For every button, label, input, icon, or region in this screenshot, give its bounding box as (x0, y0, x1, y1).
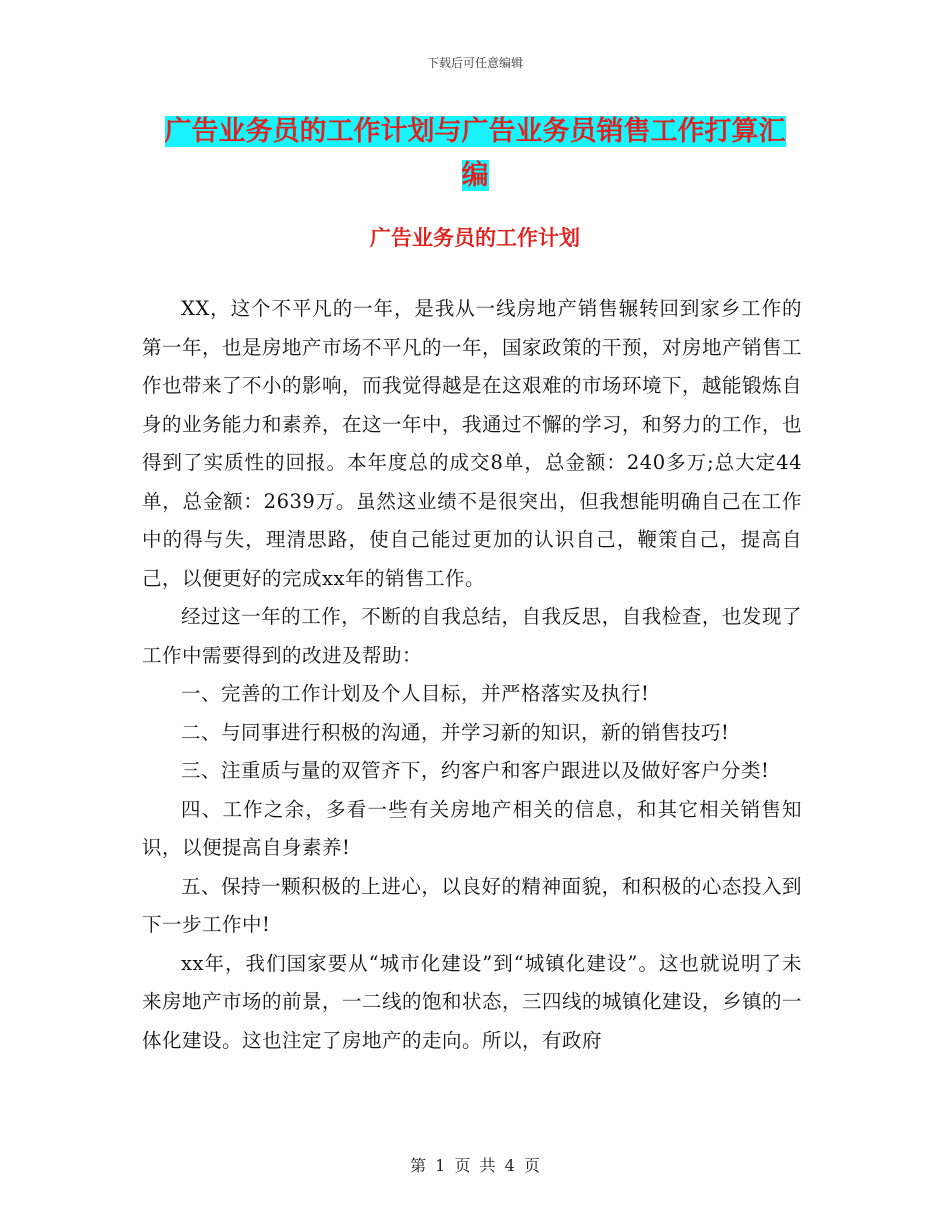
document-body (142, 290, 802, 1060)
paragraph: xx年，我们国家要从“城市化建设”到“城镇化建设”。这也就说明了未来房地产市场的前景，一二线的饱和状态，三四线的城镇化建设，乡镇的一体化建设。这也注定了房地产的走向。所以，有政府 (142, 951, 803, 1052)
paragraph: 五、保持一颗积极的上进心，以良好的精神面貌，和积极的心态投入到下一步工作中! (142, 874, 802, 936)
paragraph: 一、完善的工作计划及个人目标，并严格落实及执行! (181, 682, 650, 705)
document-title-line-1: 广告业务员的工作计划与广告业务员销售工作打算汇 (164, 116, 786, 147)
document-title (130, 110, 820, 198)
paragraph: 三、注重质与量的双管齐下，约客户和客户跟进以及做好客户分类! (181, 759, 770, 782)
paragraph: 经过这一年的工作，不断的自我总结，自我反思，自我检查，也发现了工作中需要得到的改进及帮助： (142, 605, 802, 667)
page-header-note: 下载后可任意编辑 (426, 56, 523, 70)
paragraph: XX，这个不平凡的一年，是我从一线房地产销售辗转回到家乡工作的第一年，也是房地产市场不平凡的一年，国家政策的干预，对房地产销售工作也带来了不小的影响，而我觉得越是在这艰难的市场环境下，越能锻炼自身的业务能力和素养，在这一年中，我通过不懈的学习，和努力的工作，也得到了实质性的回报。本年度总的成交8单，总金额：240多万;总大定44单，总金额：2639万。虽然这业绩不是很突出，但我想能明确自己在工作中的得与失，理清思路，使自己能过更加的认识自己，鞭策自己，提高自己，以便更好的完成xx年的销售工作。 (142, 297, 803, 590)
section-title: 广告业务员的工作计划 (370, 226, 580, 250)
document-title-line-2: 编 (461, 160, 489, 191)
page-number: 第 1 页 共 4 页 (410, 1156, 540, 1175)
paragraph: 二、与同事进行积极的沟通，并学习新的知识，新的销售技巧! (181, 720, 730, 744)
paragraph: 四、工作之余，多看一些有关房地产相关的信息，和其它相关销售知识，以便提高自身素养! (142, 797, 802, 859)
